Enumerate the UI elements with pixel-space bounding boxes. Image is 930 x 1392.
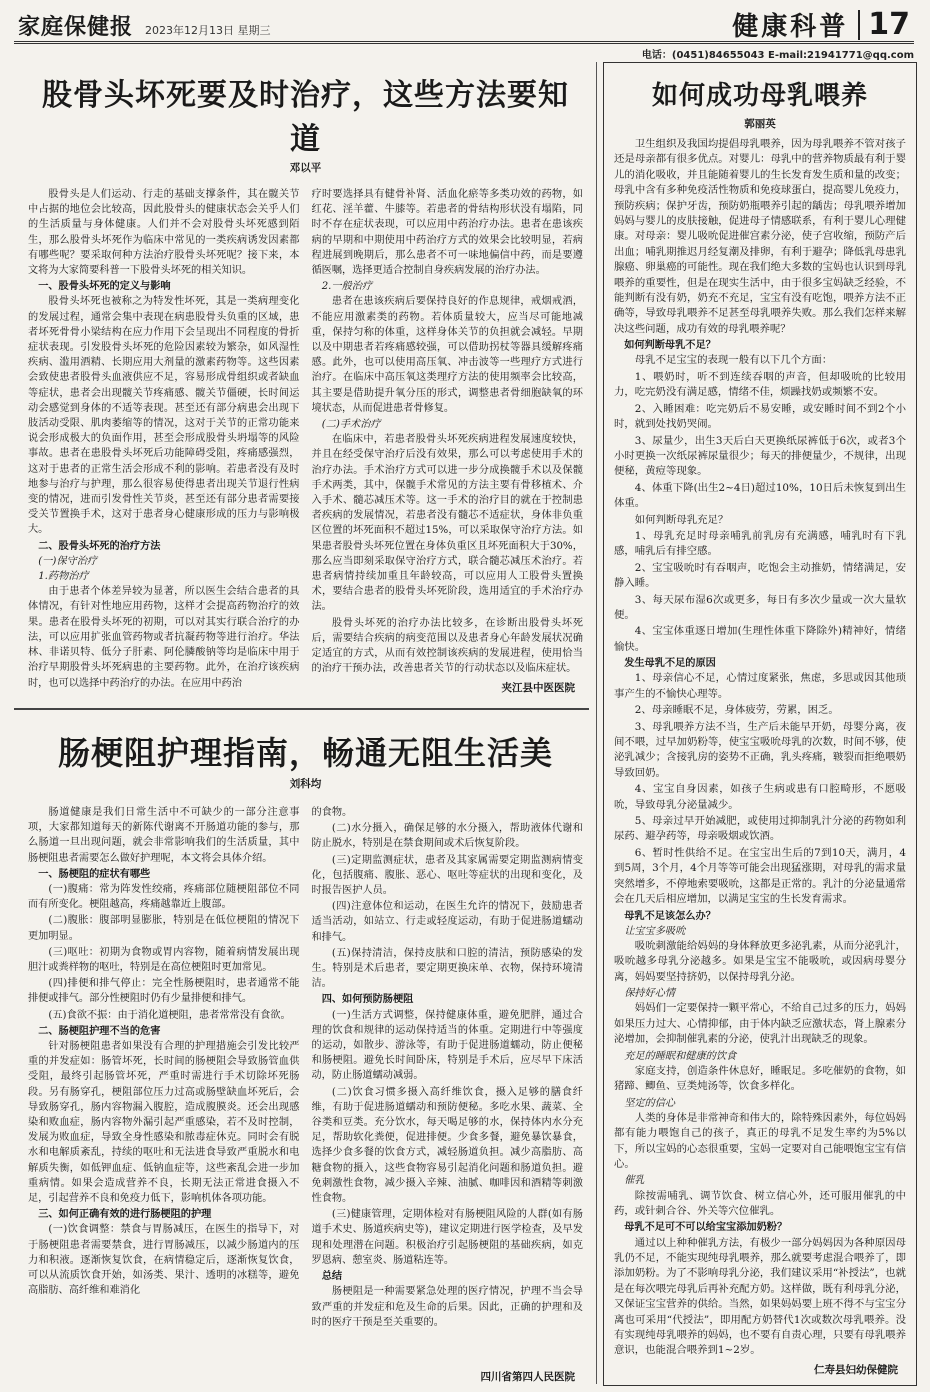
contact-line: 电话：(0451)84655043 E-mail:21941771@qq.com bbox=[641, 50, 914, 61]
article-column bbox=[28, 805, 300, 1387]
paragraph: 6、暂时性供给不足。在宝宝出生后的7到10天，满月，4到5周，3个月，4个月等等可能会出现猛涨期，对母乳的需求量突然增多，不停地索要吸吮，这都是正常的。乳汁的分泌量通常会在几天后相应增加，以满足宝宝的生长发育需求。 bbox=[614, 846, 906, 906]
article-columns bbox=[28, 805, 583, 1387]
article-source: 四川省第四人民医院 bbox=[480, 1371, 575, 1383]
paragraph: 在临床中，若患者股骨头坏死疾病进程发展速度较快，并且在经受保守治疗后没有效果，那么可以考虑使用手术的治疗办法。手术治疗方式可以进一步分成换髋手术以及保髋手术两类，其中，保髋手术常见的方法主要有骨移植术、介入手术、髓芯减压术等。这一手术的治疗目的就在于控制患者疾病的发展情况，若患者没有髓芯不适症状，身体非负重区位置的坏死面积不超过15%，可以采取保守治疗方法。如果患者股骨头坏死位置在身体负重区且坏死面积大于30%，那么应当即刻采取保守治疗方式，联合髓芯减压术治疗。若患者病情持续加重且年龄较高，可以应用人工股骨头置换术，要结合患者的股骨头坏死阶段，选用适宜的手术治疗办法。 bbox=[311, 434, 583, 613]
paragraph: 3、每天尿布湿6次或更多，每日有多次少量或一次大量软便。 bbox=[614, 593, 906, 621]
article-author: 郭丽英 bbox=[744, 118, 776, 130]
paragraph: 家庭支持，创造条件休息好，睡眠足。多吃催奶的食物，如猪蹄、鲫鱼、豆类炖汤等，饮食多样化。 bbox=[614, 1064, 906, 1093]
paragraph: 除按需哺乳、调节饮食、树立信心外，还可服用催乳的中药，或针刺合谷、外关等穴位催乳。 bbox=[614, 1189, 906, 1217]
subsection-heading: 充足的睡眠和健康的饮食 bbox=[624, 1050, 737, 1062]
article-title: 肠梗阻护理指南，畅通无阻生活美 bbox=[57, 734, 553, 772]
vertical-divider bbox=[596, 62, 597, 1384]
paragraph: (五)保持清洁，保持皮肤和口腔的清洁，预防感染的发生。特别是术后患者，要定期更换床单、衣物，保持环境清洁。 bbox=[311, 947, 583, 990]
section-heading: 三、如何正确有效的进行肠梗阻的护理 bbox=[38, 1209, 212, 1221]
paragraph: 通过以上种种催乳方法，有极少一部分妈妈因为各种原因母乳仍不足，不能实现纯母乳喂养，那么就要考虑混合喂养了，即添加奶粉。为了不影响母乳分泌，我们建议采用“补授法”，也就是在每次喂完母乳后再补充配方奶。这样做，既有利母乳分泌，又保证宝宝营养的供给。当然，如果妈妈要上班不得不与宝宝分离也可采用“代授法”，即用配方奶替代1次或数次母乳喂养。没有实现纯母乳喂养的妈妈，也不要有自责心理，只要有母乳喂养意识，也能混合喂养到1~2岁。 bbox=[614, 1236, 906, 1357]
issue-date: 2023年12月13日 星期三 bbox=[145, 24, 271, 37]
article-column bbox=[312, 187, 584, 742]
masthead-right bbox=[732, 6, 910, 43]
article-column bbox=[614, 137, 906, 1360]
paragraph: 由于患者个体差异较为显著，所以医生会结合患者的具体情况，有针对性地应用药物，这样才会提高药物治疗的效果。患者在股骨头坏死的初期，可以对其实行联合治疗的办法，可以应用扩张血管药物或者抗凝药物等进行治疗。华法林、非诺贝特、低分子肝素、阿伦膦酸钠等均是临床中用于治疗早期股骨头坏死病患的主要药物。此外，在治疗该疾病时，也可以选择中药治疗的办法。在应用中药治 bbox=[28, 586, 300, 689]
paragraph: 如何判断母乳充足？ bbox=[634, 513, 729, 526]
article-author: 邓以平 bbox=[289, 162, 322, 174]
paragraph: 2、宝宝吸吮时有吞咽声，吃饱会主动推奶，情绪满足，安静入睡。 bbox=[614, 561, 906, 590]
paragraph: (二)饮食习惯多摄入高纤维饮食，摄入足够的膳食纤维，有助于促进肠道蠕动和预防便秘。多吃水果、蔬菜、全谷类和豆类。充分饮水，每天喝足够的水，保持体内水分充足，帮助软化粪便，促进排便。少食多餐，避免暴饮暴食，选择少食多餐的饮食方式，减轻肠道负担。减少高脂肪、高糖食物的摄入，这些食物容易引起消化问题和肠道负担。避免刺激性食物，减少摄入辛辣、油腻、咖啡因和酒精等刺激性食物。 bbox=[311, 1086, 583, 1205]
paragraph: 母乳不足宝宝的表现一般有以下几个方面： bbox=[634, 354, 833, 367]
paragraph: (二)水分摄入，确保足够的水分摄入，帮助液体代谢和防止脱水，特别是在禁食期间或术后恢复阶段。 bbox=[311, 823, 583, 850]
paragraph: 4、宝宝体重逐日增加(生理性体重下降除外)精神好，情绪愉快。 bbox=[614, 625, 906, 653]
paragraph: 股骨头坏死也被称之为特发性坏死，其是一类病理变化的发展过程，通常会集中表现在病患股骨头负重的区域，患者坏死骨骨小梁结构在应力作用下会呈现出不同程度的骨折症状表现。引发股骨头坏死的危险因素较为繁杂，如风湿性疾病、滥用酒精、长期应用大剂量的激素药物等。这些因素会致使患者股骨头血液供应不足，容易形成骨组织或者缺血等症状，患者会出现髋关节疼痛感、髋关节僵硬，长时间运动会感觉到身体的不适等表现。甚至还有部分病患会出现下肢活动受限、肌肉萎缩等的情况，这对于关节的正常功能来说会形成极大的负面作用，甚至会形成股骨头坍塌等的风险事故。患者在患股骨头坏死后功能障碍受阻，疼痛感强烈，这对于患者的正常生活会形成不利的影响。若患者没有及时地参与治疗与护理，那么很容易使得患者出现关节退行性病变的情况，进而引发骨性关节炎，甚至还有部分患者需要接受关节置换手术，这对于患者身心健康形成的压力与影响极大。 bbox=[28, 296, 300, 536]
section-heading: 总结 bbox=[321, 1271, 343, 1283]
article-column bbox=[312, 805, 584, 1387]
subsection-heading: 坚定的信心 bbox=[624, 1097, 676, 1109]
paragraph: 卫生组织及我国均提倡母乳喂养，因为母乳喂养不管对孩子还是母亲都有很多优点。对婴儿：母乳中的营养物质最有利于婴儿的消化吸收，并且能随着婴儿的生长发育发生质和量的改变；母乳中含有多种免疫活性物质和免疫球蛋白，提高婴儿免疫力，预防疾病；保护牙齿，预防奶瓶喂养引起的龋齿；母乳喂养增加妈妈与婴儿的皮肤接触，促进母子情感联系，有利于婴儿心理健康。对母亲：婴儿吸吮促进催宫素分泌，使子宫收缩，预防产后出血；哺乳期推迟月经复潮及排卵，有利于避孕；降低乳母患乳腺癌、卵巢癌的可能性。现在我们绝大多数的宝妈也认识到母乳喂养的重要性，但是在现实生活中，由于很多宝妈缺乏经验，不能判断有没有奶，奶充不充足，宝宝有没有吃饱，喂养方法不正确等，导致母乳喂养不足甚至母乳喂养失败。那么我们怎样来解决这些问题，成功有效的母乳喂养呢？ bbox=[614, 138, 906, 335]
paragraph: 股骨头坏死的治疗办法比较多，在诊断出股骨头坏死后，需要结合疾病的病变范围以及患者身心年龄发展状况确定适宜的方式，从而有效控制该疾病的发展进程，使用恰当的治疗干预办法，改善患者关节的行动状态以及临床症状。 bbox=[311, 617, 583, 675]
masthead-left bbox=[18, 10, 271, 41]
paragraph: 肠道健康是我们日常生活中不可缺少的一部分注意事项，大家都知道每天的新陈代谢离不开肠道功能的参与，那么肠道一旦出现问题，就会非常影响我们的生活质量，其中肠梗阻患者需要怎么做好护理呢，本文将会具体介绍。 bbox=[28, 807, 300, 864]
newspaper-name: 家庭保健报 bbox=[18, 15, 134, 40]
horizontal-divider bbox=[14, 708, 589, 710]
paragraph: 1、母亲信心不足，心情过度紧张，焦虑，多思或因其他琐事产生的不愉快心理等。 bbox=[614, 672, 906, 700]
paragraph: 2、入睡困难：吃完奶后不易安睡，或安睡时间不到2个小时，就到处找奶哭闹。 bbox=[614, 402, 906, 431]
paragraph: 的食物。 bbox=[311, 807, 353, 818]
paragraph: (一)生活方式调整，保持健康体重，避免肥胖，通过合理的饮食和规律的运动保持适当的体重。定期进行中等强度的运动，如散步、游泳等，有助于促进肠道蠕动，防止便秘和肠梗阻。避免长时间卧床，特别是手术后，应尽早下床活动，防止肠道蠕动减弱。 bbox=[311, 1009, 583, 1082]
subsection-heading: 2.一般治疗 bbox=[321, 281, 373, 293]
paragraph: 1、母乳充足时母亲哺乳前乳房有充满感，哺乳时有下乳感，哺乳后有排空感。 bbox=[614, 529, 906, 558]
paragraph: 股骨头是人们运动、行走的基础支撑条件，其在髋关节中占据的地位会比较高，因此股骨头的健康状态会关乎人们的生活质量与身体健康。人们并不会对股骨头坏死感到陌生，那么股骨头坏死作为临床中常见的一类疾病诱发因素都有哪些呢？要采取何种方法治疗股骨头坏死呢？接下来，本文将为大家简要科普一下股骨头坏死的相关知识。 bbox=[28, 189, 300, 277]
paragraph: 人类的身体是非常神奇和伟大的，除特殊因素外，每位妈妈都有能力喂饱自己的孩子，真正的母乳不足发生率约为5%以下，所以宝妈的心态很重要，宝妈一定要对自己能喂饱宝宝有信心。 bbox=[614, 1111, 906, 1170]
article-breastfeeding bbox=[603, 62, 917, 1386]
paragraph: 妈妈们一定要保持一颗平常心，不给自己过多的压力，妈妈如果压力过大、心情抑郁，由于体内缺乏应激状态，肾上腺素分泌增加，会抑制催乳素的分泌，使乳汁出现缺乏的现象。 bbox=[614, 1002, 906, 1046]
paragraph: 肠梗阻是一种需要紧急处理的医疗情况，护理不当会导致严重的并发症和危及生命的后果。因此，正确的护理和及时的医疗干预是至关重要的。 bbox=[311, 1286, 583, 1328]
section-heading: 发生母乳不足的原因 bbox=[624, 658, 716, 670]
paragraph: 4、宝宝自身因素，如孩子生病或患有口腔畸形，不愿吸吮，导致母乳分泌量减少。 bbox=[614, 783, 906, 811]
section-heading: 母乳不足可不可以给宝宝添加奶粉？ bbox=[624, 1222, 788, 1234]
masthead bbox=[14, 6, 914, 44]
paragraph: (一)饮食调整：禁食与胃肠减压，在医生的指导下，对于肠梗阻患者需要禁食，进行胃肠减压，以减少肠道内的压力和积液。逐渐恢复饮食，在病情稳定后，逐渐恢复饮食，可以从流质饮食开始，如汤类、果汁、透明的冰糕等，避免高脂肪、高纤维和难消化 bbox=[28, 1224, 300, 1297]
paragraph: 1、喂奶时，听不到连续吞咽的声音，但却吸吮的比较用力，吃完奶没有满足感，情绪不佳，烦躁找奶或频繁不安。 bbox=[614, 370, 906, 399]
subsection-heading: 催乳 bbox=[624, 1175, 645, 1187]
paragraph: 3、母乳喂养方法不当，生产后未能早开奶，母婴分离，夜间不喂，过早加奶粉等，使宝宝吸吮母乳的次数，时间不够，使泌乳减少；含接乳房的姿势不正确，乳头疼痛，皲裂而拒绝喂奶导致回奶。 bbox=[614, 720, 906, 779]
paragraph: 针对肠梗阻患者如果没有合理的护理措施会引发比较严重的并发症如：肠管坏死，长时间的肠梗阻会导致肠管血供受阻，最终引起肠管坏死，严重时需进行手术切除坏死肠段。另有肠穿孔，梗阻部位压力过高或肠壁缺血坏死后，会导致肠穿孔，肠内容物漏入腹腔，造成腹膜炎。还会出现感染和败血症，肠内容物外漏引起严重感染，若不及时控制，发展为败血症，导致全身性感染和脓毒症休克。同时会有脱水和电解质紊乱，持续的呕吐和无法进食导致严重脱水和电解质失衡，如低钾血症、低钠血症等，这些紊乱会进一步加重病情。如果会造成营养不良，长期无法正常进食摄入不足，引起营养不良和免疫力低下，影响机体各项功能。 bbox=[28, 1041, 300, 1205]
paragraph: (五)食欲不振：由于消化道梗阻，患者常常没有食欲。 bbox=[48, 1009, 291, 1021]
article-column bbox=[28, 187, 300, 742]
masthead-separator bbox=[858, 10, 860, 40]
article-bowel-obstruction bbox=[28, 728, 583, 1388]
section-heading: 四、如何预防肠梗阻 bbox=[321, 994, 414, 1006]
paragraph: (四)注意体位和运动，在医生允许的情况下，鼓励患者适当活动，如站立、行走或轻度运动，有助于促进肠道蠕动和排气。 bbox=[311, 901, 583, 943]
paragraph: (一)腹痛：常为阵发性绞痛，疼痛部位随梗阻部位不同而有所变化。梗阻越高，疼痛越靠近上腹部。 bbox=[28, 884, 300, 911]
paragraph: 患者在患该疾病后要保持良好的作息规律，戒烟戒酒，不能应用激素类的药物。若体质量较大，应当尽可能地减重，保持匀称的体重，这样身体关节的负担就会减轻。早期以及中期患者若疼痛感较强，可以借助拐杖等器具缓解疼痛感。此外，也可以使用高压氧、冲击波等一些理疗方式进行治疗。在临床中高压氧这类理疗方法的使用频率会比较高，其主要是借助提升氧分压的形式，调整患者骨细胞缺氧的环境状态，从而促进患者骨修复。 bbox=[311, 296, 583, 414]
article-author: 刘科均 bbox=[289, 778, 322, 790]
paragraph: 4、体重下降(出生2~4日)超过10%，10日后未恢复到出生体重。 bbox=[614, 481, 906, 510]
paragraph: (三)定期监测症状，患者及其家属需要定期监测病情变化，包括腹痛、腹胀、恶心、呕吐等症状的出现和变化，及时报告医护人员。 bbox=[311, 854, 583, 897]
paragraph: 2、母亲睡眠不足，身体疲劳，劳累，困乏。 bbox=[634, 704, 839, 717]
paragraph: (三)健康管理，定期体检对有肠梗阻风险的人群(如有肠道手术史、肠道疾病史等)，建议定期进行医学检查，及早发现和处理潜在问题。积极治疗引起肠梗阻的基础疾病，如克罗恩病、憩室炎、肠道粘连等。 bbox=[311, 1209, 583, 1266]
page-number: 17 bbox=[868, 7, 910, 42]
section-heading: 二、肠梗阻护理不当的危害 bbox=[38, 1025, 161, 1037]
subsection-heading: (二)手术治疗 bbox=[321, 419, 381, 431]
paragraph: (三)呕吐：初期为食物或胃内容物，随着病情发展出现胆汁或粪样物的呕吐，特别是在高位梗阻时更加常见。 bbox=[28, 946, 300, 974]
section-heading: 一、肠梗阻的症状有哪些 bbox=[38, 868, 151, 880]
paragraph: 3、尿量少，出生3天后白天更换纸尿裤低于6次，或者3个小时更换一次纸尿裤尿量很少；每天的排便量少，不规律，出现便秘，黄痘等现象。 bbox=[614, 434, 906, 478]
subsection-heading: (一)保守治疗 bbox=[38, 555, 98, 567]
subsection-heading: 1.药物治疗 bbox=[38, 571, 89, 583]
paragraph: (二)腹胀：腹部明显膨胀，特别是在低位梗阻的情况下更加明显。 bbox=[28, 915, 300, 942]
paragraph: 吸吮刺激能给妈妈的身体释放更多泌乳素，从而分泌乳汁，吸吮越多母乳分泌越多。如果是宝宝不能吸吮，或因病母婴分离，妈妈要坚持挤奶，以保持母乳分泌。 bbox=[614, 939, 906, 983]
article-femoral-head bbox=[28, 70, 583, 695]
section-heading: 二、股骨头坏死的治疗方法 bbox=[38, 540, 161, 552]
section-heading: 如何判断母乳不足？ bbox=[624, 340, 716, 352]
article-source: 仁寿县妇幼保健院 bbox=[814, 1364, 898, 1376]
article-title: 股骨头坏死要及时治疗，这些方法要知道 bbox=[42, 78, 569, 157]
section-title: 健康科普 bbox=[732, 12, 849, 42]
paragraph: 疗时要选择具有健骨补肾、活血化瘀等多类功效的药物，如红花、淫羊藿、牛膝等。若患者的骨结构形状没有塌陷，同时不存在症状表现，可以应用中药治疗办法。患者在患该疾病的早期和中期使用中药治疗方式的效果会比较明显，若病程进展到晚期后，那么患者不可一味地偏信中药，而是要遵循医嘱，选择更适合控制自身疾病发展的治疗办法。 bbox=[311, 189, 583, 277]
section-heading: 母乳不足该怎么办？ bbox=[624, 910, 716, 922]
article-title: 如何成功母乳喂养 bbox=[651, 81, 868, 111]
subsection-heading: 让宝宝多吸吮 bbox=[624, 925, 686, 937]
article-source: 夹江县中医医院 bbox=[501, 682, 575, 694]
section-heading: 一、股骨头坏死的定义与影响 bbox=[38, 281, 171, 293]
paragraph: (四)排便和排气停止：完全性肠梗阻时，患者通常不能排便或排气。部分性梗阻时仍有少量排便和排气。 bbox=[28, 978, 300, 1005]
article-columns bbox=[28, 187, 583, 742]
paragraph: 5、母亲过早开始减肥，或使用过抑制乳汁分泌的药物如利尿药、避孕药等，母亲吸烟或饮酒。 bbox=[614, 815, 906, 843]
subsection-heading: 保持好心情 bbox=[624, 988, 676, 1000]
